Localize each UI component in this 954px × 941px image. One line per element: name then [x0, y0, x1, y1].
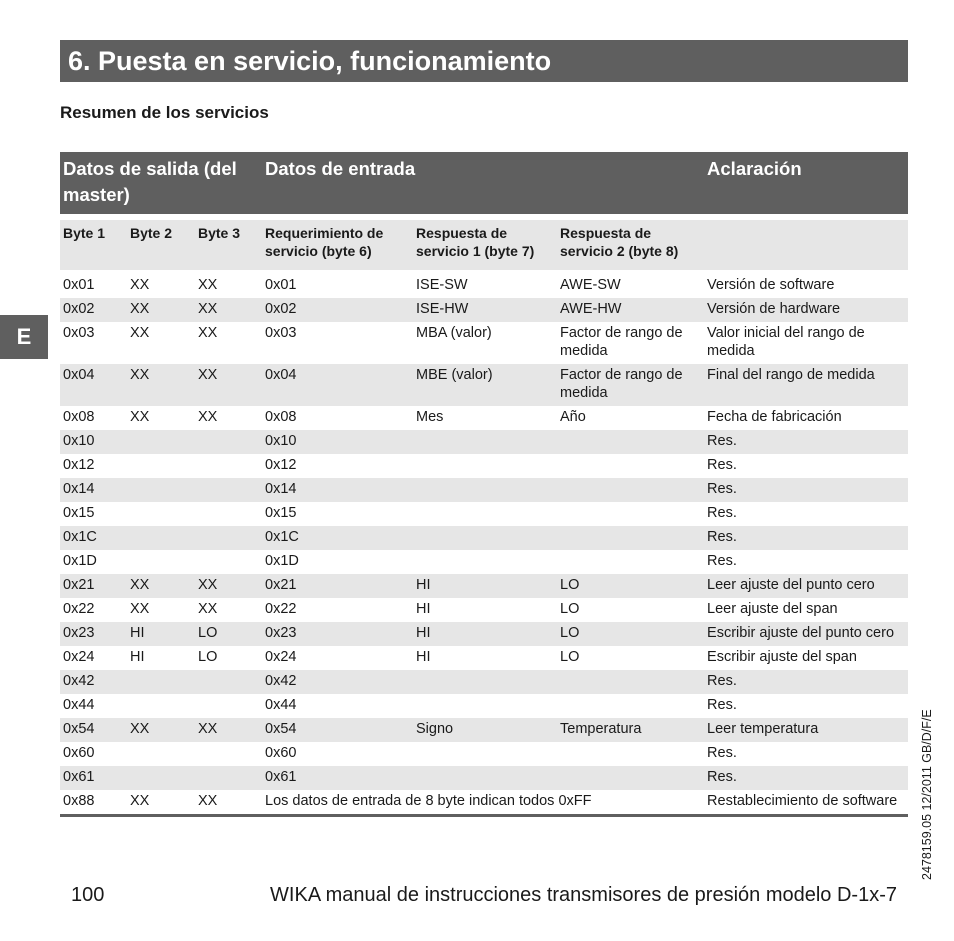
- table-row: [60, 622, 908, 646]
- table-cell: Signo: [413, 718, 557, 742]
- table-row: [60, 766, 908, 790]
- table-cell: HI: [127, 622, 195, 646]
- table-row: [60, 478, 908, 502]
- table-cell: 0x02: [262, 298, 413, 322]
- table-row: [60, 598, 908, 622]
- table-cell: 0x14: [262, 478, 413, 502]
- table-cell: XX: [130, 409, 150, 425]
- table-cell: [195, 742, 262, 766]
- table-cell: XX: [195, 364, 262, 406]
- table-cell: AWE-HW: [557, 298, 704, 322]
- table-cell: XX: [127, 718, 195, 742]
- table-cell: XX: [130, 601, 150, 617]
- table-cell: Leer temperatura: [704, 718, 908, 742]
- table-cell: [413, 454, 557, 478]
- table-cell: 0x01: [265, 277, 297, 293]
- table-row: [60, 526, 908, 550]
- table-cell: 0x61: [60, 766, 127, 790]
- table-cell: 0x23: [262, 622, 413, 646]
- table-cell: 0x03: [265, 325, 297, 341]
- table-cell: [195, 526, 262, 550]
- table-cell: Versión de hardware: [704, 298, 908, 322]
- table-cell: XX: [127, 364, 195, 406]
- table-cell: Mes: [416, 409, 444, 425]
- table-cell: 0x42: [262, 670, 413, 694]
- table-cell: ISE-SW: [416, 277, 468, 293]
- table-cell: HI: [130, 649, 145, 665]
- subheader-byte1: Byte 1: [60, 217, 127, 272]
- table-cell: [557, 478, 704, 502]
- subheader-byte2: Byte 2: [127, 217, 195, 272]
- table-cell: HI: [413, 574, 557, 598]
- main-header-row: [60, 152, 908, 217]
- table-cell: 0x15: [63, 505, 95, 521]
- table-cell: Los datos de entrada de 8 byte indican todos 0xFF: [262, 790, 704, 816]
- table-row: [60, 502, 908, 526]
- table-row: [60, 574, 908, 598]
- table-cell: Res.: [704, 670, 908, 694]
- table-cell: Versión de software: [707, 277, 835, 293]
- table-cell: [195, 502, 262, 526]
- table-cell: 0x88: [60, 790, 127, 816]
- table-cell: Res.: [707, 505, 737, 521]
- table-row: [60, 694, 908, 718]
- table-cell: [195, 694, 262, 718]
- table-row: [60, 718, 908, 742]
- table-cell: 0x22: [63, 601, 95, 617]
- table-cell: [413, 670, 557, 694]
- table-cell: Factor de rango de medida: [560, 325, 683, 359]
- table-cell: [127, 550, 195, 574]
- table-cell: 0x10: [60, 430, 127, 454]
- table-cell: [195, 454, 262, 478]
- table-cell: [127, 526, 195, 550]
- header-explanation: Aclaración: [704, 152, 908, 217]
- table-cell: 0x03: [63, 325, 95, 341]
- subheader-byte3: Byte 3: [195, 217, 262, 272]
- header-input-data: Datos de entrada: [262, 152, 704, 217]
- table-cell: 0x12: [63, 457, 95, 473]
- table-cell: [127, 694, 195, 718]
- table-cell: [557, 430, 704, 454]
- table-cell: 0x60: [265, 745, 297, 761]
- table-cell: LO: [557, 622, 704, 646]
- table-cell: Res.: [707, 457, 737, 473]
- table-cell: [557, 742, 704, 766]
- table-cell: 0x04: [262, 364, 413, 406]
- table-row: [60, 550, 908, 574]
- table-cell: Res.: [707, 553, 737, 569]
- table-cell: XX: [195, 574, 262, 598]
- document-code: 2478159.05 12/2011 GB/D/F/E: [920, 709, 934, 880]
- table-cell: HI: [416, 601, 431, 617]
- subheader-service-response-1: Respuesta de servicio 1 (byte 7): [413, 217, 557, 272]
- section-subtitle: Resumen de los servicios: [60, 103, 269, 122]
- table-cell: XX: [198, 601, 218, 617]
- footer-title: WIKA manual de instrucciones transmisores de presión modelo D-1x-7: [270, 884, 897, 906]
- table-cell: [127, 430, 195, 454]
- table-row: [60, 670, 908, 694]
- services-table: [60, 152, 908, 817]
- table-cell: 0x04: [60, 364, 127, 406]
- page-number: 100: [71, 884, 105, 906]
- table-cell: [557, 694, 704, 718]
- table-row: [60, 322, 908, 364]
- table-cell: Leer ajuste del span: [707, 601, 838, 617]
- table-row: [60, 298, 908, 322]
- table-cell: 0x54: [60, 718, 127, 742]
- table-cell: [413, 766, 557, 790]
- table-cell: 0x02: [60, 298, 127, 322]
- table-row: [60, 742, 908, 766]
- table-cell: Año: [560, 409, 586, 425]
- table-cell: 0x24: [265, 649, 297, 665]
- table-cell: Res.: [704, 430, 908, 454]
- table-cell: 0x14: [60, 478, 127, 502]
- table-row: [60, 272, 908, 298]
- table-cell: LO: [195, 622, 262, 646]
- table-cell: Valor inicial del rango de medida: [707, 325, 865, 359]
- table-cell: LO: [560, 601, 580, 617]
- table-cell: [195, 478, 262, 502]
- table-cell: LO: [557, 574, 704, 598]
- table-cell: [413, 502, 557, 526]
- table-cell: 0x22: [265, 601, 297, 617]
- table-cell: [195, 766, 262, 790]
- table-cell: [195, 550, 262, 574]
- table-cell: 0x08: [63, 409, 95, 425]
- table-cell: 0x12: [265, 457, 297, 473]
- table-cell: MBA (valor): [416, 325, 492, 341]
- table-row: [60, 454, 908, 478]
- table-cell: Temperatura: [557, 718, 704, 742]
- table-cell: Res.: [704, 526, 908, 550]
- table-cell: [557, 454, 704, 478]
- table-cell: XX: [198, 277, 218, 293]
- table-cell: 0x21: [262, 574, 413, 598]
- table-cell: 0x21: [60, 574, 127, 598]
- table-cell: [127, 742, 195, 766]
- table-cell: XX: [195, 298, 262, 322]
- table-cell: XX: [198, 325, 218, 341]
- table-cell: Restablecimiento de software: [704, 790, 908, 816]
- table-cell: [413, 478, 557, 502]
- table-cell: Leer ajuste del punto cero: [704, 574, 908, 598]
- table-cell: [557, 526, 704, 550]
- table-cell: Res.: [707, 745, 737, 761]
- table-row: [60, 406, 908, 430]
- table-cell: LO: [560, 649, 580, 665]
- table-cell: [557, 550, 704, 574]
- table-cell: 0x01: [63, 277, 95, 293]
- table-cell: 0x23: [60, 622, 127, 646]
- table-cell: XX: [127, 298, 195, 322]
- table-cell: [127, 766, 195, 790]
- table-cell: Escribir ajuste del span: [707, 649, 857, 665]
- table-cell: 0x1D: [265, 553, 299, 569]
- table-cell: [557, 766, 704, 790]
- table-cell: 0x24: [63, 649, 95, 665]
- table-cell: 0x08: [265, 409, 297, 425]
- table-cell: XX: [130, 325, 150, 341]
- subheader-service-request: Requerimiento de servicio (byte 6): [262, 217, 413, 272]
- table-cell: [127, 670, 195, 694]
- table-cell: [127, 454, 195, 478]
- table-cell: 0x1C: [60, 526, 127, 550]
- table-cell: [557, 502, 704, 526]
- header-output-data: Datos de salida (del master): [60, 152, 262, 217]
- table-cell: [127, 502, 195, 526]
- table-cell: [413, 526, 557, 550]
- table-cell: 0x1D: [63, 553, 97, 569]
- table-cell: AWE-SW: [560, 277, 621, 293]
- table-cell: 0x54: [262, 718, 413, 742]
- table-cell: [413, 694, 557, 718]
- table-cell: Res.: [707, 697, 737, 713]
- page-title: 6. Puesta en servicio, funcionamiento: [60, 40, 908, 82]
- table-cell: ISE-HW: [413, 298, 557, 322]
- table-cell: HI: [416, 649, 431, 665]
- table-cell: 0x1C: [262, 526, 413, 550]
- table-cell: XX: [130, 277, 150, 293]
- table-cell: Res.: [704, 766, 908, 790]
- table-cell: MBE (valor): [413, 364, 557, 406]
- table-cell: Res.: [704, 478, 908, 502]
- table-row: [60, 790, 908, 816]
- table-cell: Final del rango de medida: [704, 364, 908, 406]
- table-cell: 0x15: [265, 505, 297, 521]
- table-cell: [413, 742, 557, 766]
- table-cell: [195, 670, 262, 694]
- table-cell: [557, 670, 704, 694]
- table-cell: 0x44: [265, 697, 297, 713]
- table-cell: [195, 430, 262, 454]
- sub-header-row: [60, 217, 908, 272]
- table-cell: XX: [195, 718, 262, 742]
- table-cell: 0x42: [60, 670, 127, 694]
- language-tab: E: [0, 315, 48, 359]
- table-row: [60, 364, 908, 406]
- table-cell: 0x60: [63, 745, 95, 761]
- table-cell: Escribir ajuste del punto cero: [704, 622, 908, 646]
- table-cell: [413, 550, 557, 574]
- table-cell: XX: [127, 574, 195, 598]
- table-cell: [413, 430, 557, 454]
- table-cell: XX: [195, 790, 262, 816]
- table-cell: 0x44: [63, 697, 95, 713]
- table-cell: XX: [127, 790, 195, 816]
- table-cell: [127, 478, 195, 502]
- table-cell: Fecha de fabricación: [707, 409, 842, 425]
- table-cell: 0x61: [262, 766, 413, 790]
- table-cell: XX: [198, 409, 218, 425]
- table-cell: 0x10: [262, 430, 413, 454]
- table-cell: LO: [198, 649, 218, 665]
- subheader-explanation: [704, 217, 908, 272]
- subheader-service-response-2: Respuesta de servicio 2 (byte 8): [557, 217, 704, 272]
- table-cell: Factor de rango de medida: [557, 364, 704, 406]
- table-cell: HI: [413, 622, 557, 646]
- table-row: [60, 430, 908, 454]
- table-row: [60, 646, 908, 670]
